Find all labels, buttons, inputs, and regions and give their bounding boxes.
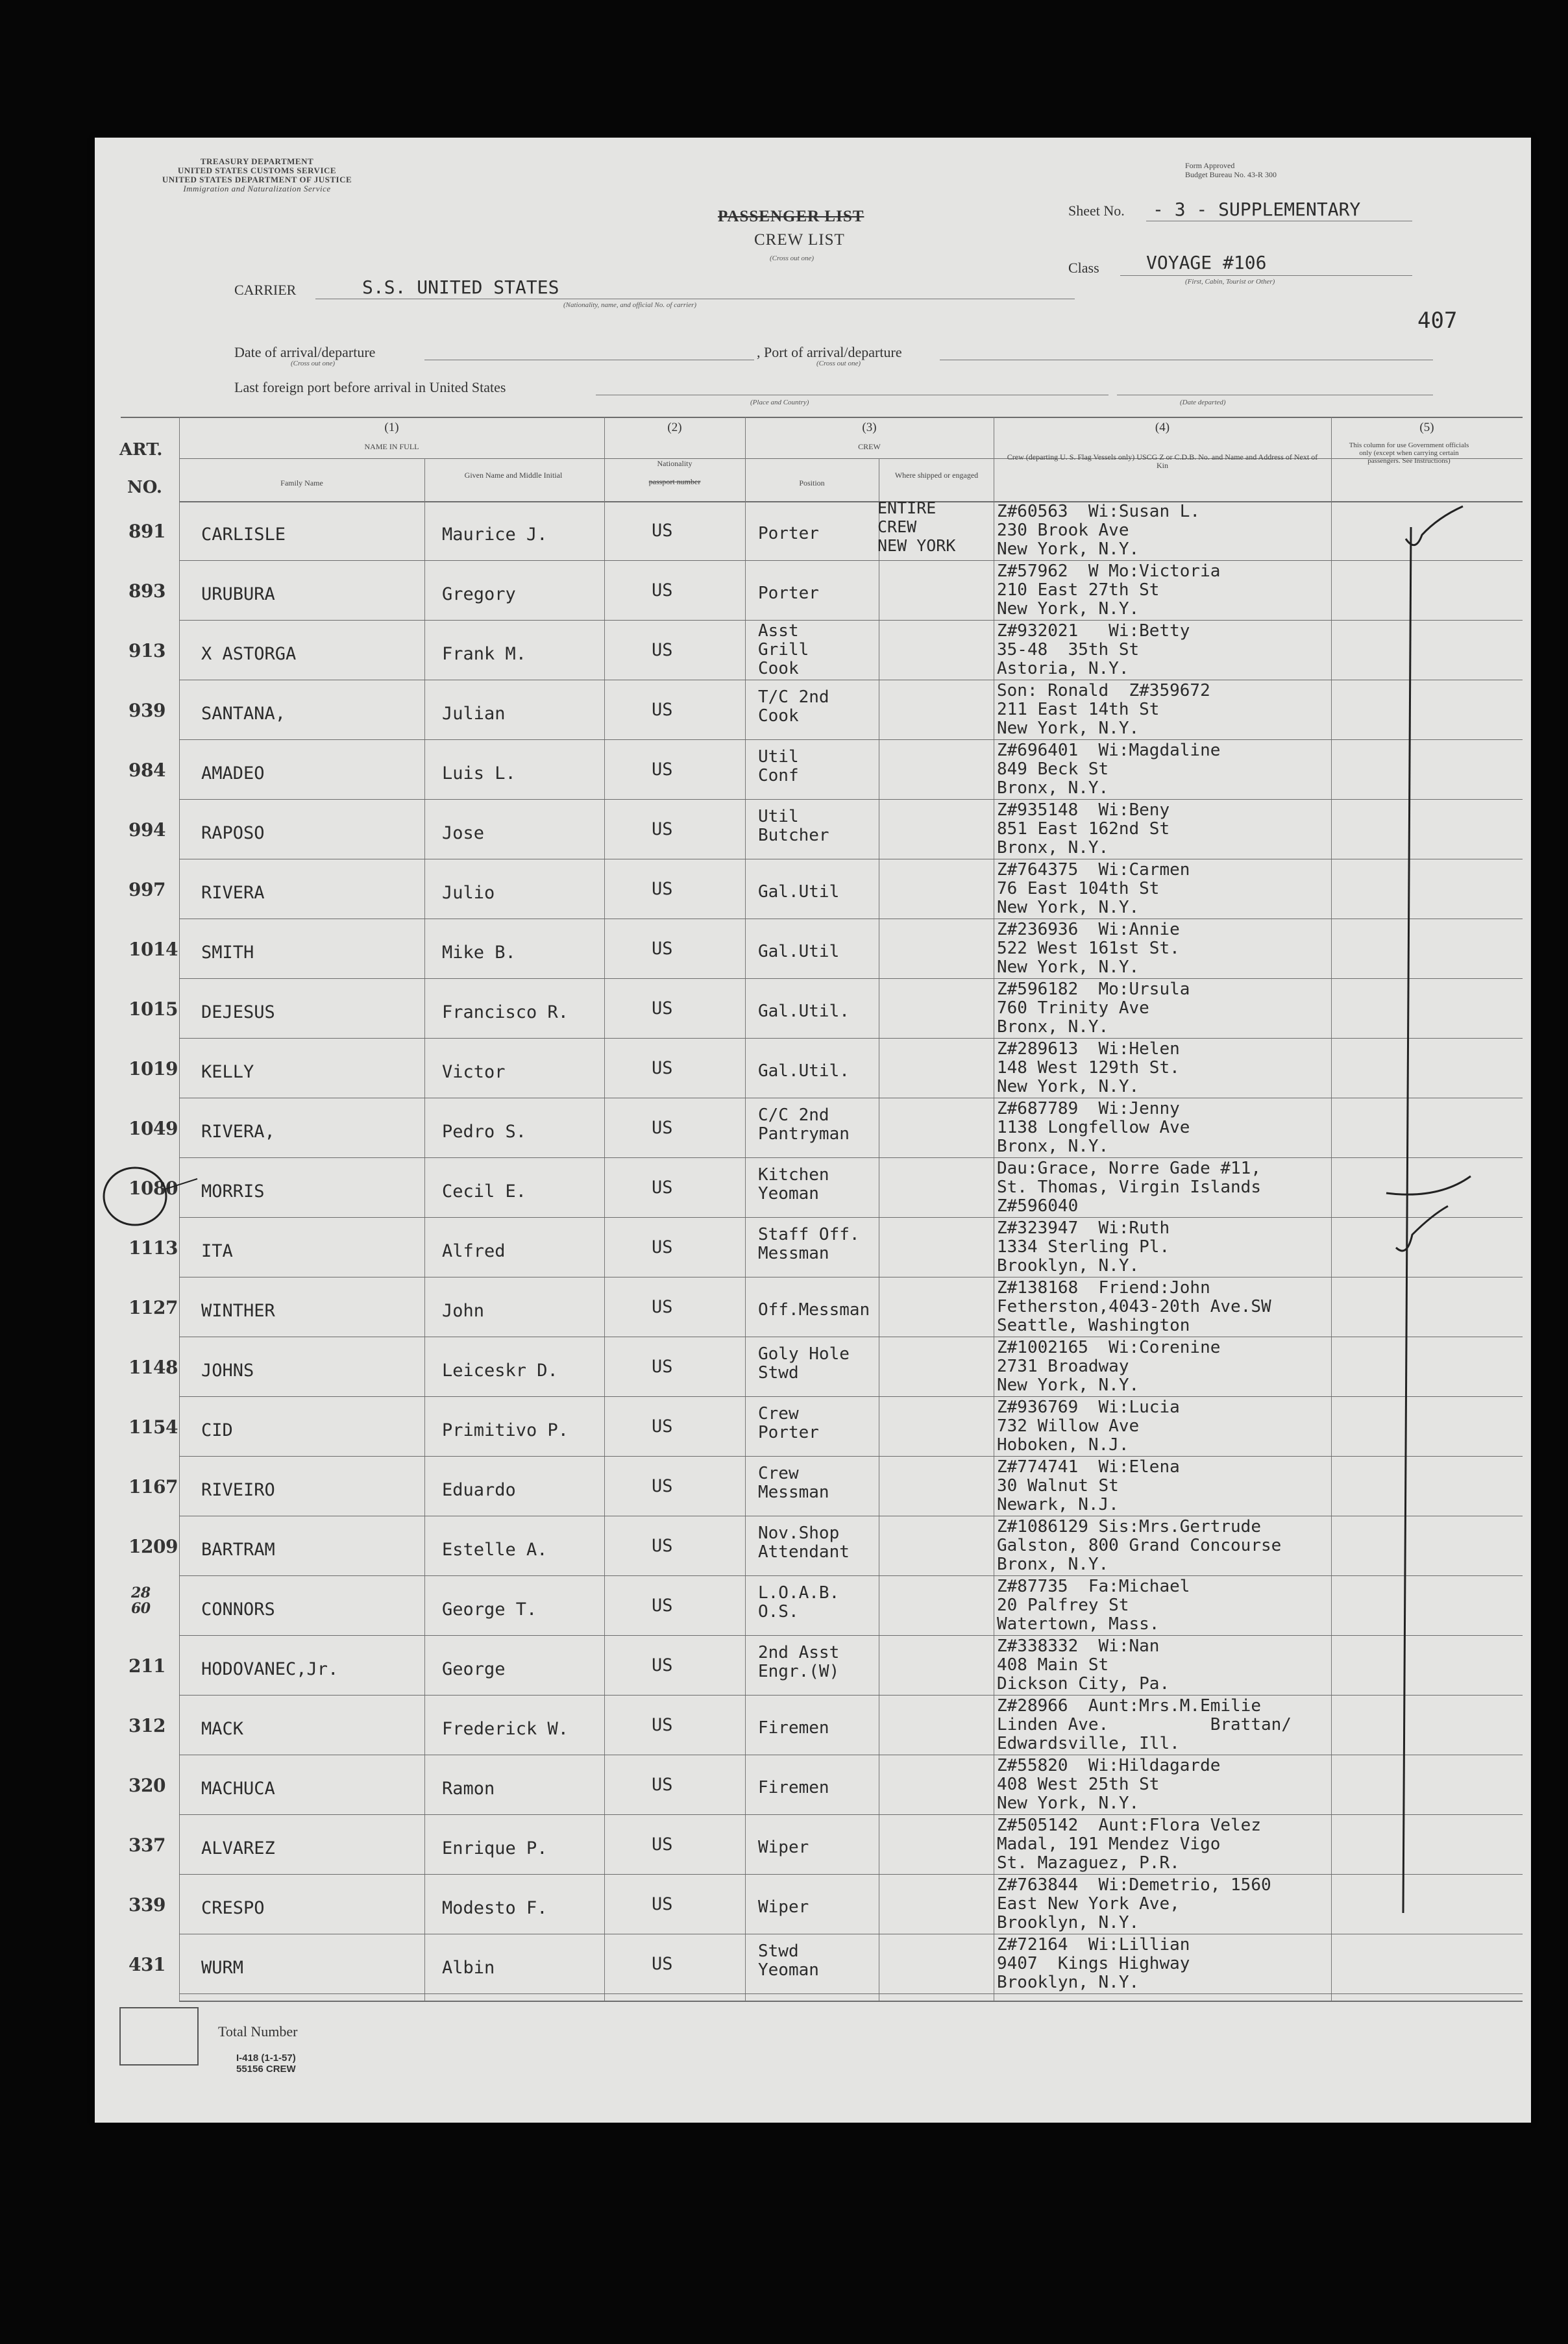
position: Gal.Util — [758, 882, 840, 902]
position: Goly Hole Stwd — [758, 1344, 850, 1383]
position: Staff Off. Messman — [758, 1225, 860, 1263]
shipped-header: Where shipped or engaged — [894, 471, 979, 480]
next-of-kin: Z#687789 Wi:Jenny 1138 Longfellow Ave Bronx, N.Y. — [997, 1099, 1190, 1156]
nationality-header: Nationality — [657, 459, 692, 468]
next-of-kin: Z#696401 Wi:Magdaline 849 Beck St Bronx, N.Y. — [997, 741, 1221, 798]
next-of-kin: Z#60563 Wi:Susan L. 230 Brook Ave New York, N.Y. — [997, 502, 1201, 559]
art-number: 339 — [129, 1894, 165, 1916]
budget-bureau-line: Budget Bureau No. 43-R 300 — [1185, 170, 1277, 179]
nationality: US — [652, 1894, 673, 1914]
page-number: 407 — [1417, 308, 1458, 334]
next-of-kin: Z#55820 Wi:Hildagarde 408 West 25th St New York, N.Y. — [997, 1756, 1221, 1813]
nationality: US — [652, 759, 673, 780]
agency-line: UNITED STATES CUSTOMS SERVICE — [177, 166, 337, 175]
position: Wiper — [758, 1897, 809, 1917]
check-mark — [1396, 1206, 1448, 1251]
sheet-value: - 3 - SUPPLEMENTARY — [1153, 199, 1361, 220]
class-note: (First, Cabin, Tourist or Other) — [1185, 278, 1275, 286]
carrier-note: (Nationality, name, and official No. of carrier) — [563, 301, 697, 309]
family-name-header: Family Name — [280, 478, 323, 487]
art-number: 431 — [129, 1954, 165, 1975]
crew-list-form — [95, 138, 1531, 2123]
family-name: SANTANA, — [201, 704, 286, 724]
art-number: 891 — [129, 521, 165, 542]
given-name: Enrique P. — [442, 1838, 548, 1858]
family-name: URUBURA — [201, 584, 275, 604]
next-of-kin: Z#28966 Aunt:Mrs.M.Emilie Linden Ave. Brattan/ Edwardsville, Ill. — [997, 1696, 1292, 1753]
art-number: 1019 — [129, 1058, 178, 1079]
next-of-kin: Z#774741 Wi:Elena 30 Walnut St Newark, N.J. — [997, 1457, 1180, 1514]
passport-header: passport number — [648, 477, 701, 486]
given-name: Estelle A. — [442, 1540, 548, 1560]
family-name: SMITH — [201, 943, 254, 963]
position: Gal.Util — [758, 942, 840, 961]
position: Asst Grill Cook — [758, 621, 809, 678]
last-port-label: Last foreign port before arrival in United States — [234, 379, 506, 395]
art-number: 28 60 — [131, 1585, 151, 1617]
family-name: ALVAREZ — [201, 1838, 275, 1858]
nationality: US — [652, 640, 673, 660]
art-number: 1148 — [129, 1357, 178, 1378]
family-name: X ASTORGA — [201, 644, 297, 664]
no-header: NO. — [127, 478, 162, 497]
col1-number: (1) — [384, 421, 399, 434]
nationality: US — [652, 1476, 673, 1496]
title-crew-list: CREW LIST — [754, 231, 845, 249]
family-name: HODOVANEC,Jr. — [201, 1659, 339, 1679]
officials-header: This column for use Government officials only (except when carrying certain passengers. See Instructions) — [1349, 441, 1469, 465]
position: 2nd Asst Engr.(W) — [758, 1643, 840, 1681]
col2-number: (2) — [667, 421, 682, 434]
family-name: RIVERA — [201, 883, 265, 903]
crew-header: CREW — [858, 442, 881, 451]
family-name: CARLISLE — [201, 524, 286, 545]
next-of-kin: Son: Ronald Z#359672 211 East 14th St New York, N.Y. — [997, 681, 1210, 738]
col5-number: (5) — [1419, 421, 1434, 434]
kin-header: Crew (departing U. S. Flag Vessels only) USCG Z or C.D.B. No. and Name and Address of Next of Kin — [1007, 452, 1318, 470]
position: Util Butcher — [758, 807, 829, 845]
next-of-kin: Z#338332 Wi:Nan 408 Main St Dickson City, Pa. — [997, 1636, 1170, 1694]
nationality: US — [652, 939, 673, 959]
nationality: US — [652, 1536, 673, 1556]
port-cross-note: (Cross out one) — [816, 360, 861, 367]
position: Gal.Util. — [758, 1002, 850, 1021]
nationality: US — [652, 1655, 673, 1675]
position: Nov.Shop Attendant — [758, 1524, 850, 1562]
given-name: George T. — [442, 1599, 537, 1620]
date-label: Date of arrival/departure — [234, 344, 376, 360]
art-number: 320 — [129, 1775, 165, 1796]
family-name: WURM — [201, 1958, 244, 1978]
class-label: Class — [1068, 260, 1099, 276]
art-number: 1154 — [129, 1416, 178, 1438]
given-name: Pedro S. — [442, 1122, 527, 1142]
given-name: Jose — [442, 823, 485, 843]
given-name: Eduardo — [442, 1480, 516, 1500]
next-of-kin: Z#1002165 Wi:Corenine 2731 Broadway New York, N.Y. — [997, 1338, 1221, 1395]
class-value: VOYAGE #106 — [1146, 252, 1267, 273]
form-number-line: I-418 (1-1-57) — [236, 2053, 296, 2064]
given-name: George — [442, 1659, 506, 1679]
nationality: US — [652, 1775, 673, 1795]
next-of-kin: Z#57962 W Mo:Victoria 210 East 27th St New York, N.Y. — [997, 561, 1221, 619]
total-number-box — [119, 2007, 199, 2066]
art-number: 939 — [129, 700, 165, 721]
family-name: CID — [201, 1420, 233, 1440]
family-name: RIVERA, — [201, 1122, 275, 1142]
next-of-kin: Z#1086129 Sis:Mrs.Gertrude Galston, 800 Grand Concourse Bronx, N.Y. — [997, 1517, 1282, 1574]
art-header: ART. — [119, 440, 163, 460]
position: Porter — [758, 524, 819, 543]
total-number-label: Total Number — [218, 2023, 298, 2040]
form-number — [236, 2053, 296, 2075]
nationality: US — [652, 1357, 673, 1377]
nationality: US — [652, 1715, 673, 1735]
form-approved-line: Form Approved — [1185, 161, 1235, 170]
art-number: 1167 — [129, 1476, 178, 1498]
given-name: Alfred — [442, 1241, 506, 1261]
family-name: MACK — [201, 1719, 244, 1739]
family-name: WINTHER — [201, 1301, 275, 1321]
next-of-kin: Z#505142 Aunt:Flora Velez Madal, 191 Mendez Vigo St. Mazaguez, P.R. — [997, 1816, 1261, 1873]
next-of-kin: Z#596182 Mo:Ursula 760 Trinity Ave Bronx, N.Y. — [997, 980, 1190, 1037]
position: Wiper — [758, 1838, 809, 1857]
given-name: Maurice J. — [442, 524, 548, 545]
next-of-kin: Z#87735 Fa:Michael 20 Palfrey St Watertown, Mass. — [997, 1577, 1190, 1634]
nationality: US — [652, 1416, 673, 1437]
next-of-kin: Z#936769 Wi:Lucia 732 Willow Ave Hoboken, N.J. — [997, 1398, 1180, 1455]
family-name: MACHUCA — [201, 1779, 275, 1799]
given-name: Modesto F. — [442, 1898, 548, 1918]
art-number: 1209 — [129, 1536, 178, 1557]
next-of-kin: Z#72164 Wi:Lillian 9407 Kings Highway Brooklyn, N.Y. — [997, 1935, 1190, 1992]
cross-out-note: (Cross out one) — [770, 254, 815, 262]
position: Stwd Yeoman — [758, 1942, 819, 1980]
given-name: Mike B. — [442, 943, 516, 963]
nationality: US — [652, 1834, 673, 1855]
next-of-kin: Z#138168 Friend:John Fetherston,4043-20th Ave.SW Seattle, Washington — [997, 1278, 1271, 1335]
given-name: Gregory — [442, 584, 516, 604]
family-name: ITA — [201, 1241, 233, 1261]
next-of-kin: Z#323947 Wi:Ruth 1334 Sterling Pl. Brooklyn, N.Y. — [997, 1218, 1170, 1276]
position: Firemen — [758, 1718, 829, 1738]
art-number: 893 — [129, 580, 165, 602]
nationality: US — [652, 1297, 673, 1317]
check-mark — [1406, 506, 1463, 545]
position: Kitchen Yeoman — [758, 1165, 829, 1203]
given-name: Victor — [442, 1062, 506, 1082]
nationality: US — [652, 1596, 673, 1616]
given-name: Cecil E. — [442, 1181, 527, 1202]
next-of-kin: Z#932021 Wi:Betty 35-48 35th St Astoria, N.Y. — [997, 621, 1190, 678]
next-of-kin: Z#289613 Wi:Helen 148 West 129th St. New York, N.Y. — [997, 1039, 1180, 1096]
nationality: US — [652, 879, 673, 899]
date-departed-note: (Date departed) — [1180, 399, 1226, 406]
nationality: US — [652, 1058, 673, 1078]
family-name: CRESPO — [201, 1898, 265, 1918]
position: Crew Porter — [758, 1404, 819, 1442]
art-number: 1049 — [129, 1118, 178, 1139]
family-name: JOHNS — [201, 1361, 254, 1381]
nationality: US — [652, 521, 673, 541]
col4-number: (4) — [1155, 421, 1170, 434]
nationality: US — [652, 580, 673, 600]
carrier-label: CARRIER — [234, 282, 297, 298]
art-number: 1113 — [129, 1237, 178, 1259]
port-label: , Port of arrival/departure — [757, 344, 902, 360]
check-mark — [1386, 1176, 1471, 1194]
col1-title: NAME IN FULL — [364, 442, 419, 451]
agency-line: UNITED STATES DEPARTMENT OF JUSTICE — [162, 175, 352, 184]
given-name: Julio — [442, 883, 495, 903]
art-number: 337 — [129, 1834, 165, 1856]
nationality: US — [652, 1954, 673, 1974]
art-number: 1015 — [129, 998, 178, 1020]
position: Off.Messman — [758, 1300, 870, 1320]
art-number: 1127 — [129, 1297, 178, 1318]
where-engaged: ENTIRE CREW NEW YORK — [877, 499, 956, 555]
position: Crew Messman — [758, 1464, 829, 1502]
position: Porter — [758, 584, 819, 603]
col3-number: (3) — [862, 421, 877, 434]
family-name: RAPOSO — [201, 823, 265, 843]
circled-art-number — [104, 1168, 166, 1225]
family-name: CONNORS — [201, 1599, 275, 1620]
given-name: Frank M. — [442, 644, 527, 664]
nationality: US — [652, 1178, 673, 1198]
agency-line: Immigration and Naturalization Service — [183, 184, 331, 193]
family-name: BARTRAM — [201, 1540, 275, 1560]
given-name: Ramon — [442, 1779, 495, 1799]
form-number-line: 55156 CREW — [236, 2064, 296, 2075]
nationality: US — [652, 998, 673, 1018]
position: Firemen — [758, 1778, 829, 1797]
family-name: DEJESUS — [201, 1002, 275, 1022]
art-number: 312 — [129, 1715, 165, 1736]
position: Util Conf — [758, 747, 799, 785]
art-number: 913 — [129, 640, 165, 661]
place-note: (Place and Country) — [750, 399, 809, 406]
vertical-pen-line — [1403, 527, 1411, 1913]
nationality: US — [652, 700, 673, 720]
position-header: Position — [799, 478, 825, 487]
given-name-header: Given Name and Middle Initial — [464, 471, 563, 480]
art-number: 211 — [129, 1655, 165, 1677]
position: T/C 2nd Cook — [758, 687, 829, 726]
next-of-kin: Z#236936 Wi:Annie 522 West 161st St. New York, N.Y. — [997, 920, 1180, 977]
position: L.O.A.B. O.S. — [758, 1583, 840, 1622]
nationality: US — [652, 1118, 673, 1138]
position: C/C 2nd Pantryman — [758, 1105, 850, 1144]
next-of-kin: Z#935148 Wi:Beny 851 East 162nd St Bronx, N.Y. — [997, 800, 1170, 857]
handwritten-marks — [95, 138, 1531, 2123]
nationality: US — [652, 819, 673, 839]
carrier-value: S.S. UNITED STATES — [362, 277, 559, 298]
family-name: MORRIS — [201, 1181, 265, 1202]
family-name: KELLY — [201, 1062, 254, 1082]
given-name: Primitivo P. — [442, 1420, 569, 1440]
given-name: Francisco R. — [442, 1002, 569, 1022]
art-number: 984 — [129, 759, 165, 781]
art-number: 994 — [129, 819, 165, 841]
art-number: 1014 — [129, 939, 178, 960]
next-of-kin: Z#764375 Wi:Carmen 76 East 104th St New York, N.Y. — [997, 860, 1190, 917]
given-name: Leiceskr D. — [442, 1361, 558, 1381]
sheet-label: Sheet No. — [1068, 203, 1125, 219]
agency-line: TREASURY DEPARTMENT — [200, 156, 314, 166]
art-number: 997 — [129, 879, 165, 900]
given-name: Luis L. — [442, 763, 516, 783]
pen-stroke — [165, 1179, 197, 1189]
date-cross-note: (Cross out one) — [291, 360, 336, 367]
given-name: Julian — [442, 704, 506, 724]
given-name: Frederick W. — [442, 1719, 569, 1739]
given-name: John — [442, 1301, 485, 1321]
title-passenger-list: PASSENGER LIST — [718, 208, 864, 225]
family-name: AMADEO — [201, 763, 265, 783]
nationality: US — [652, 1237, 673, 1257]
family-name: RIVEIRO — [201, 1480, 275, 1500]
art-number: 1080 — [129, 1178, 178, 1199]
given-name: Albin — [442, 1958, 495, 1978]
next-of-kin: Z#763844 Wi:Demetrio, 1560 East New York Ave, Brooklyn, N.Y. — [997, 1875, 1271, 1932]
position: Gal.Util. — [758, 1061, 850, 1081]
next-of-kin: Dau:Grace, Norre Gade #11, St. Thomas, Virgin Islands Z#596040 — [997, 1159, 1261, 1216]
